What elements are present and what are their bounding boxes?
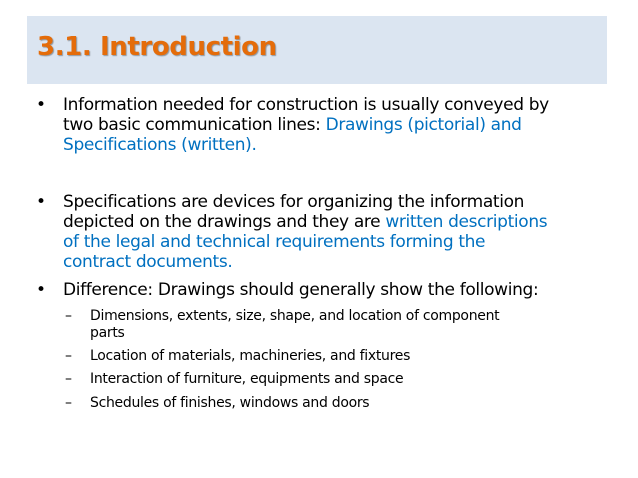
bullet-2-line-3: of the legal and technical requirements forming the: [63, 232, 486, 252]
bullet-1-line-2-highlight: Drawings (pictorial) and: [325, 115, 522, 135]
bullet-icon: •: [36, 280, 47, 300]
bullet-text: [63, 95, 611, 155]
bullet-1-line-2: [63, 115, 611, 135]
bullet-2-line-1: Specifications are devices for organizing the information: [63, 192, 525, 212]
bullet-2-line-2-highlight: written descriptions: [385, 212, 548, 232]
dash-icon: –: [65, 308, 72, 324]
bullet-icon: •: [36, 95, 47, 115]
sub-item-4-line-1: Schedules of finishes, windows and doors: [90, 395, 370, 411]
sub-item-3-line-1: Interaction of furniture, equipments and space: [90, 371, 404, 387]
sub-item-text: [90, 308, 585, 342]
bullet-2-line-4: contract documents.: [63, 252, 233, 272]
sub-item-1-line-1: Dimensions, extents, size, shape, and location of component: [90, 308, 500, 324]
bullet-1-line-1: Information needed for construction is usually conveyed by: [63, 95, 549, 115]
dash-icon: –: [65, 348, 72, 364]
bullet-text: [63, 280, 611, 300]
bullet-text: [63, 192, 611, 272]
bullet-1-line-3: Specifications (written).: [63, 135, 257, 155]
bullet-icon: •: [36, 192, 47, 212]
slide-title: 3.1. Introduction: [37, 32, 277, 62]
sub-item-text: [90, 371, 585, 388]
sub-item-2-line-1: Location of materials, machineries, and fixtures: [90, 348, 411, 364]
bullet-2-line-2-plain: depicted on the drawings and they are: [63, 212, 386, 232]
bullet-2-line-2: [63, 212, 611, 232]
sub-item-1-line-2: parts: [90, 325, 125, 341]
dash-icon: –: [65, 395, 72, 411]
sub-item-text: [90, 348, 585, 365]
sub-item-text: [90, 395, 585, 412]
bullet-3-line-1: Difference: Drawings should generally show the following:: [63, 280, 539, 300]
bullet-1-line-2-plain: two basic communication lines:: [63, 115, 326, 135]
dash-icon: –: [65, 371, 72, 387]
